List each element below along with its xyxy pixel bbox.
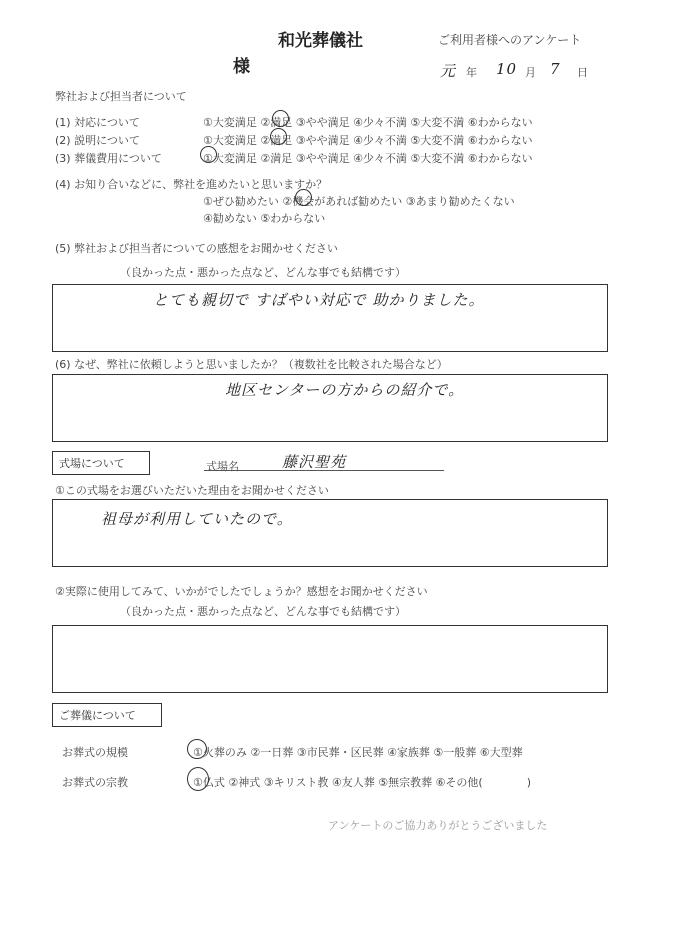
q1-label: (1) 対応について [55,116,140,129]
q5-label: (5) 弊社および担当者についての感想をお聞かせください [55,242,338,255]
survey-title: ご利用者様へのアンケート [438,33,582,47]
customer-honorific: 様 [233,57,250,77]
q6-answer-box[interactable] [52,374,608,442]
s2-q2-sub: （良かった点・悪かった点など、どんな事でも結構です） [120,605,406,618]
section3-heading: ご葬儀について [52,703,162,727]
venue-label: 式場名 [206,460,239,473]
q5-sub: （良かった点・悪かった点など、どんな事でも結構です） [120,266,406,279]
q1-options: ①大変満足 ②満足 ③やや満足 ④少々不満 ⑤大変不満 ⑥わからない [203,116,533,129]
q4-options-line2: ④勧めない ⑤わからない [203,212,326,225]
q2-label: (2) 説明について [55,134,140,147]
q4-options-line1: ①ぜひ勧めたい ②機会があれば勧めたい ③あまり勧めたくない [203,195,515,208]
company-name: 和光葬儀社 [278,31,363,51]
q4-selected-circle [295,189,312,206]
section1-heading: 弊社および担当者について [55,90,187,103]
s2-q2-label: ②実際に使用してみて、いかがでしたでしょうか？感想をお聞かせください [55,585,428,598]
date-era: 元 [440,62,457,80]
s2-q1-answer: 祖母が利用していたので。 [101,510,293,528]
q2-selected-circle [270,128,287,145]
s2-q1-label: ①この式場をお選びいただいた理由をお聞かせください [55,484,329,497]
scale-selected-circle [187,739,207,759]
q6-label: (6) なぜ、弊社に依頼しようと思いましたか？（複数社を比較された場合など） [55,358,448,371]
section2-heading: 式場について [52,451,150,475]
date-year-label: 年 [466,66,477,79]
date-month: 10 [496,60,518,78]
q6-answer: 地区センターの方からの紹介で。 [225,381,465,399]
q5-answer-box[interactable] [52,284,608,352]
scale-options: ①火葬のみ ②一日葬 ③市民葬・区民葬 ④家族葬 ⑤一般葬 ⑥大型葬 [193,746,523,759]
q3-selected-circle [200,146,217,163]
s2-q1-answer-box[interactable] [52,499,608,567]
scale-label: お葬式の規模 [62,746,128,759]
q4-label: (4) お知り合いなどに、弊社を進めたいと思いますか？ [55,178,328,191]
venue-name: 藤沢聖苑 [282,453,347,471]
s2-q2-answer-box[interactable] [52,625,608,693]
date-day: 7 [550,60,561,78]
religion-selected-circle [187,767,209,791]
q3-label: (3) 葬儀費用について [55,152,162,165]
religion-options: ①仏式 ②神式 ③キリスト教 ④友人葬 ⑤無宗教葬 ⑥その他( ) [193,776,532,789]
q3-options: ①大変満足 ②満足 ③やや満足 ④少々不満 ⑤大変不満 ⑥わからない [203,152,533,165]
q5-answer: とても親切で すばやい対応で 助かりました。 [153,291,485,309]
footer-thanks: アンケートのご協力ありがとうございました [328,819,548,832]
date-month-label: 月 [525,66,536,79]
venue-underline [204,470,444,471]
date-day-label: 日 [577,66,588,79]
q1-selected-circle [272,110,289,127]
q2-options: ①大変満足 ②満足 ③やや満足 ④少々不満 ⑤大変不満 ⑥わからない [203,134,533,147]
religion-label: お葬式の宗教 [62,776,128,789]
